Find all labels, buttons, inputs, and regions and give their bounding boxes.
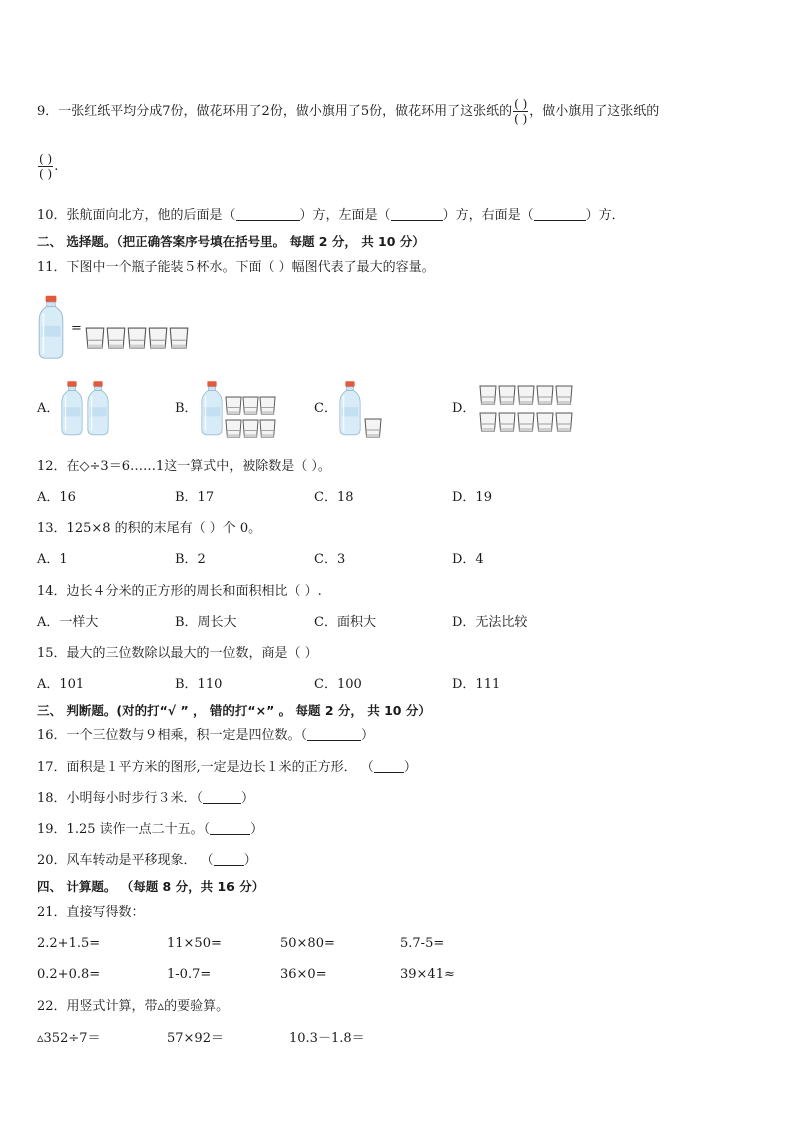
q21-calc-item: 1-0.7= — [167, 967, 212, 982]
q13-option-a[interactable]: A．1 — [37, 552, 68, 567]
option-d-glass-image — [536, 412, 554, 432]
q10-part-4: ）方． — [585, 208, 625, 223]
q11-option-a-label[interactable]: A． — [37, 401, 60, 416]
q18-text: 18．小明每小时步行３米．（ — [37, 791, 204, 806]
question-16 — [37, 727, 374, 745]
q18-answer-blank[interactable] — [203, 791, 241, 804]
q14-option-b[interactable]: B．周长大 — [175, 615, 237, 630]
question-13: 13．125×8 的积的末尾有（ ）个 0。 — [37, 521, 262, 536]
question-11: 11．下图中一个瓶子能装５杯水。下面（ ）幅图代表了最大的容量。 — [37, 260, 435, 275]
option-a-bottle-image — [86, 380, 110, 438]
question-21: 21．直接写得数： — [37, 905, 145, 920]
option-a-bottle-image — [60, 380, 84, 438]
q14-option-d[interactable]: D．无法比较 — [452, 615, 528, 630]
q9-frac1-den: ( ) — [514, 112, 528, 126]
q21-calc-item: 36×0= — [280, 967, 327, 982]
q14-option-a[interactable]: A．一样大 — [37, 615, 99, 630]
bottle-image — [37, 292, 65, 364]
question-18 — [37, 790, 254, 808]
q16-answer-blank[interactable] — [307, 728, 361, 741]
q10-answer-blank-1[interactable] — [236, 208, 300, 221]
option-d-glass-image — [517, 412, 535, 432]
option-b-glass-image — [242, 396, 259, 415]
section-3-heading: 三、 判断题。(对的打“√ ” ， 错的打“×” 。 每题 2 分， 共 10 分） — [37, 703, 431, 718]
q20-end: ） — [243, 853, 257, 868]
option-d-glass-image — [498, 412, 516, 432]
q21-calc-item: 11×50= — [167, 936, 222, 951]
option-b-glass-image — [225, 419, 242, 438]
glass-image — [169, 327, 189, 349]
option-b-glass-image — [225, 396, 242, 415]
q19-answer-blank[interactable] — [210, 822, 250, 835]
q17-end: ） — [403, 760, 417, 775]
question-9 — [37, 97, 659, 126]
q10-answer-blank-3[interactable] — [534, 208, 586, 221]
q17-answer-blank[interactable] — [374, 760, 404, 773]
option-d-glass-image — [479, 385, 497, 405]
question-12: 12．在◇÷3＝6……1这一算式中，被除数是（ ）。 — [37, 459, 331, 474]
q12-option-c[interactable]: C．18 — [314, 490, 354, 505]
option-d-glass-image — [536, 385, 554, 405]
glass-image — [85, 327, 105, 349]
q12-option-a[interactable]: A．16 — [37, 490, 76, 505]
option-d-glass-image — [517, 385, 535, 405]
q9-frac2-den: ( ) — [39, 167, 53, 181]
q9-prefix: 9．一张红纸平均分成7份，做花环用了2份，做小旗用了5份，做花环用了这张纸的 — [37, 104, 513, 119]
q9-fraction-1 — [513, 97, 528, 126]
q9-end: . — [54, 159, 59, 174]
q15-option-d[interactable]: D．111 — [452, 677, 501, 692]
q14-option-c[interactable]: C．面积大 — [314, 615, 376, 630]
glass-image — [127, 327, 147, 349]
option-b-glass-image — [259, 419, 276, 438]
q12-option-d[interactable]: D．19 — [452, 490, 492, 505]
q16-end: ） — [361, 728, 375, 743]
q17-text: 17．面积是１平方米的图形,一定是边长１米的正方形． （ — [37, 760, 374, 775]
q9-fraction-2 — [38, 152, 53, 181]
option-d-glass-image — [479, 412, 497, 432]
q11-equals-sign: = — [71, 321, 82, 336]
q15-option-a[interactable]: A．101 — [37, 677, 85, 692]
question-14: 14．边长４分米的正方形的周长和面积相比（ ）. — [37, 584, 322, 599]
q11-option-b-label[interactable]: B． — [175, 401, 198, 416]
q21-calc-item: 5.7-5= — [400, 936, 445, 951]
option-b-bottle-image — [200, 380, 224, 438]
q9-frac1-num: ( ) — [514, 97, 528, 111]
q15-option-c[interactable]: C．100 — [314, 677, 362, 692]
q11-option-c-label[interactable]: C． — [314, 401, 337, 416]
q13-option-b[interactable]: B．2 — [175, 552, 206, 567]
q10-part-1: 10．张航面向北方，他的后面是（ — [37, 208, 236, 223]
q20-answer-blank[interactable] — [214, 853, 244, 866]
question-9-cont — [37, 152, 58, 181]
section-2-heading: 二、 选择题。（把正确答案序号填在括号里。 每题 2 分， 共 10 分） — [37, 234, 425, 249]
question-22: 22．用竖式计算，带▵的要验算。 — [37, 999, 230, 1014]
q15-option-b[interactable]: B．110 — [175, 677, 223, 692]
q19-text: 19．1.25 读作一点二十五。（ — [37, 822, 211, 837]
q16-text: 16．一个三位数与９相乘，积一定是四位数。（ — [37, 728, 308, 743]
q10-part-3: ）方，右面是（ — [442, 208, 534, 223]
question-15: 15．最大的三位数除以最大的一位数，商是（ ） — [37, 646, 318, 661]
q22-calc-item: 10.3－1.8＝ — [289, 1031, 365, 1046]
q21-calc-item: 2.2+1.5= — [37, 936, 101, 951]
q10-answer-blank-2[interactable] — [391, 208, 443, 221]
option-d-glass-image — [498, 385, 516, 405]
q13-option-c[interactable]: C．3 — [314, 552, 346, 567]
glass-image — [106, 327, 126, 349]
option-c-glass-image — [364, 418, 382, 438]
q21-calc-item: 0.2+0.8= — [37, 967, 101, 982]
question-19 — [37, 821, 263, 839]
q10-part-2: ）方，左面是（ — [299, 208, 391, 223]
q11-option-d-label[interactable]: D． — [452, 401, 476, 416]
option-d-glass-image — [555, 385, 573, 405]
section-4-heading: 四、 计算题。 （每题 8 分，共 16 分） — [37, 879, 265, 894]
question-17 — [37, 759, 417, 777]
q19-end: ） — [250, 822, 264, 837]
q20-text: 20．风车转动是平移现象． （ — [37, 853, 214, 868]
q21-calc-item: 39×41≈ — [400, 967, 455, 982]
q9-frac2-num: ( ) — [39, 152, 53, 166]
option-b-glass-image — [259, 396, 276, 415]
option-d-glass-image — [555, 412, 573, 432]
question-20 — [37, 852, 257, 870]
q22-calc-item: 57×92＝ — [167, 1031, 224, 1046]
question-10 — [37, 207, 625, 225]
glass-image — [148, 327, 168, 349]
q18-end: ） — [241, 791, 255, 806]
q21-calc-item: 50×80= — [280, 936, 335, 951]
q12-option-b[interactable]: B．17 — [175, 490, 215, 505]
option-b-glass-image — [242, 419, 259, 438]
q22-calc-item: ▵352÷7＝ — [37, 1031, 101, 1046]
q9-middle: ，做小旗用了这张纸的 — [529, 104, 660, 119]
option-c-bottle-image — [338, 380, 362, 438]
q13-option-d[interactable]: D．4 — [452, 552, 484, 567]
